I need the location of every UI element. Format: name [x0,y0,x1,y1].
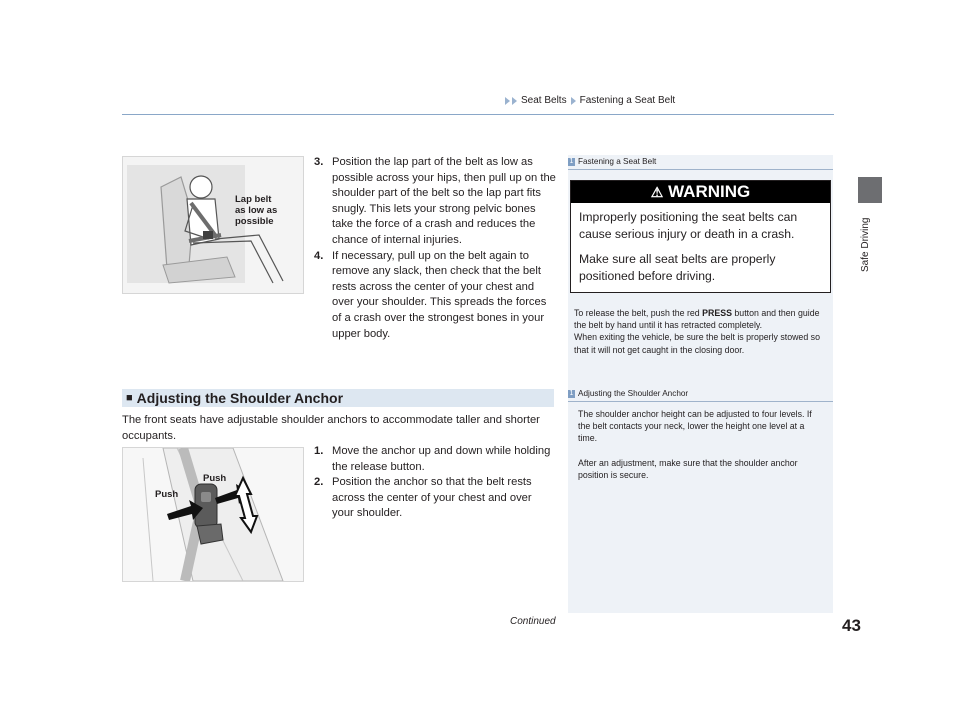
header-divider [122,114,834,115]
side-section-label: Safe Driving [860,217,871,272]
anchor-note-1: The shoulder anchor height can be adjusted to four levels. If the belt contacts your neck, lower the height one level at a time. [578,409,812,444]
warning-triangle-icon: ⚠ [650,184,664,200]
section-heading-shoulder-anchor [122,389,554,407]
note-heading-text: Fastening a Seat Belt [578,157,657,166]
breadcrumb-arrow-icon [512,97,517,105]
step-3 [314,155,556,249]
press-button-label: PRESS [702,308,732,318]
step-1 [314,444,556,475]
shoulder-anchor-icon [123,448,303,581]
warning-text-2: Make sure all seat belts are properly positioned before driving. [579,252,776,283]
callout-line-1: Lap belt [235,194,272,205]
step-2 [314,475,556,522]
step-number: 4. [314,249,324,262]
breadcrumb-item-seat-belts[interactable]: Seat Belts [521,95,567,106]
note-fastening [568,157,833,356]
push-label-top: Push [203,473,227,484]
note-shoulder-anchor [568,389,833,481]
warning-text-1: Improperly positioning the seat belts can cause serious injury or death in a crash. [579,210,798,241]
breadcrumb-arrow-icon [571,97,576,105]
release-text-a: To release the belt, push the red [574,308,703,318]
step-number: 2. [314,476,324,489]
release-instructions [568,307,833,331]
callout-line-2: as low as [235,205,278,216]
breadcrumb-item-fastening[interactable]: Fastening a Seat Belt [579,95,676,106]
lap-belt-callout [235,194,277,227]
section-square-icon: ■ [126,392,133,404]
note-heading-text: Adjusting the Shoulder Anchor [578,389,689,398]
note-divider [568,169,833,170]
note-marker-icon: 1 [569,389,574,397]
steps-bottom [314,444,556,522]
section-tab-marker [858,177,882,203]
section-intro: The front seats have adjustable shoulder anchors to accommodate taller and shorter occupants. [122,414,540,442]
shoulder-anchor-illustration [122,447,304,582]
exit-instructions: When exiting the vehicle, be sure the belt is properly stowed so that it will not get caught in the closing door. [574,332,820,355]
steps-top [314,155,556,342]
callout-line-3: possible [235,216,274,227]
breadcrumb [505,95,675,106]
note-heading [568,389,833,398]
step-text: Position the anchor so that the belt rests across the center of your chest and over your shoulder. [332,476,532,520]
note-marker-icon: 1 [569,157,574,165]
push-label-left: Push [155,489,179,500]
page-number: 43 [842,616,861,635]
breadcrumb-arrow-icon [505,97,510,105]
step-text: Position the lap part of the belt as low as possible across your hips, then pull up on the shoulder part of the belt so the lap part fits snugly. This lets your strong pelvic bones take the force of a crash and reduces the chance of internal injuries. [332,156,556,246]
step-4 [314,249,556,343]
step-number: 1. [314,445,324,457]
warning-title: WARNING [668,182,751,201]
warning-box [570,180,831,293]
step-text: Move the anchor up and down while holding the release button. [332,445,551,473]
section-title: Adjusting the Shoulder Anchor [136,390,344,406]
note-divider [568,401,833,402]
anchor-note-2: After an adjustment, make sure that the shoulder anchor position is secure. [578,457,798,480]
continued-label: Continued [510,616,556,627]
step-number: 3. [314,156,324,168]
step-text: If necessary, pull up on the belt again to remove any slack, then check that the belt rests across the center of your chest and over your shoulder. This spreads the forces of a crash over the strongest bones in your upper body. [332,249,547,340]
note-heading [568,157,833,166]
release-text-b: button and then guide the belt by hand until it has retracted completely. [574,308,820,331]
warning-header [571,181,830,203]
